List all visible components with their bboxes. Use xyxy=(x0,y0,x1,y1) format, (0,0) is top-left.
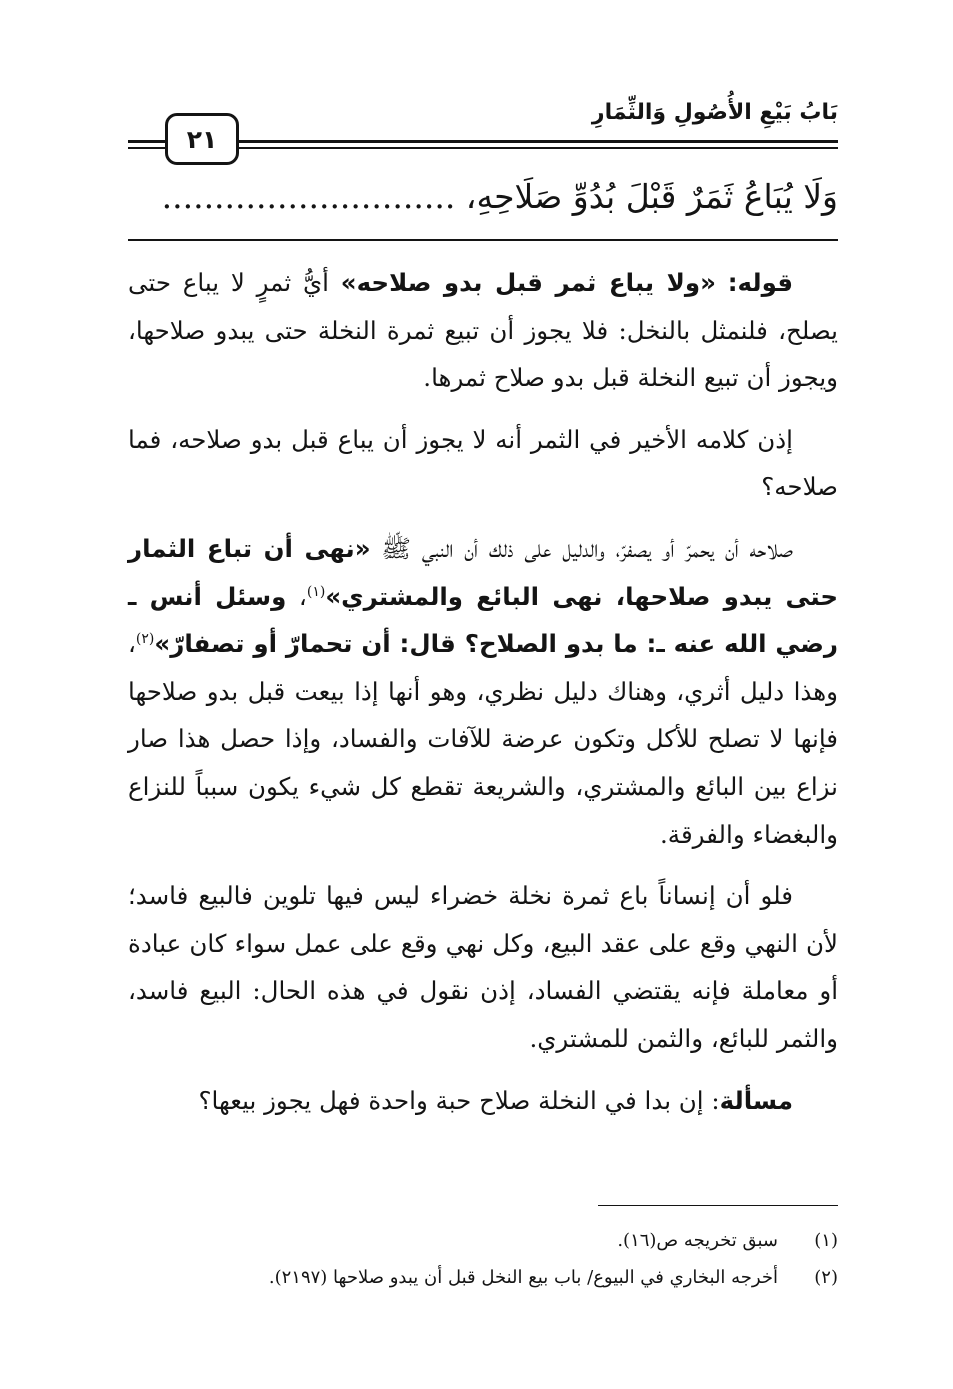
paragraph-text: فلو أن إنساناً باع ثمرة نخلة خضراء ليس فيها تلوين فالبيع فاسد؛ لأن النهي وقع على عقد البيع، وكل نهي وقع على عمل سواء كان عبادة أو معاملة فإنه يقتضي الفساد، إذن نقول في هذه الحال: البيع فاسد، والثمر للبائع، والثمن للمشتري. xyxy=(128,881,838,1053)
paragraph-text: : إن بدا في النخلة صلاح حبة واحدة فهل يجوز بيعها؟ xyxy=(198,1085,720,1115)
footnote-2 xyxy=(128,1259,838,1296)
quoted-matn: «ولا يباع ثمر قبل بدو صلاحه» xyxy=(340,268,716,297)
paragraph-label: قوله: xyxy=(727,268,793,297)
running-head: بَابُ بَيْعِ الأُصُولِ وَالثِّمَارِ xyxy=(591,100,838,125)
footnotes xyxy=(128,1222,838,1296)
paragraph-text: صلاحه أن يحمرّ أو يصفرّ، والدليل على ذلك أن النبي ﷺ xyxy=(370,533,793,563)
paragraph-4 xyxy=(128,872,838,1062)
matn-divider xyxy=(128,239,838,241)
footnote-ref-2: (٢) xyxy=(135,631,155,647)
page-number: ٢١ xyxy=(186,124,218,154)
paragraph-1 xyxy=(128,259,838,402)
header-rule-left-bottom xyxy=(128,147,168,149)
paragraph-text: إذن كلامه الأخير في الثمر أنه لا يجوز أن يباع قبل بدو صلاحه، فما صلاحه؟ xyxy=(128,424,838,502)
header-rule-right-top xyxy=(228,140,838,143)
footnote-ref-1: (١) xyxy=(306,583,326,600)
hadith-quote: «نهى أن تباع الثمار حتى يبدو صلاحها، نهى البائع والمشتري» xyxy=(128,533,838,611)
footnote-number: (٢) xyxy=(814,1267,838,1288)
paragraph-5 xyxy=(128,1077,838,1125)
paragraph-text: ، وهذا دليل أثري، وهناك دليل نظري، وهو أنها إذا بيعت قبل بدو صلاحها فإنها لا تصلح للأكل وتكون عرضة للآفات والفساد، وإذا حصل هذا صار نزاع بين البائع والمشتري، والشريعة تقطع كل شيء يكون سبباً للنزاع والبغضاء والفرقة. xyxy=(128,629,838,849)
matn-line: وَلَا يُبَاعُ ثَمَرٌ قَبْلَ بُدُوِّ صَلَاحِهِ، ............................ xyxy=(161,177,838,216)
paragraph-text: أيُّ ثمرٍ لا يباع حتى يصلح، فلنمثل بالنخل: فلا يجوز أن تبيع ثمرة النخلة حتى يبدو صلاحها، ويجوز أن تبيع النخلة قبل بدو صلاح ثمرها. xyxy=(128,268,838,393)
footnote-number: (١) xyxy=(814,1230,838,1251)
paragraph-text: ، xyxy=(286,581,307,611)
commentary-body xyxy=(128,259,838,1138)
hadith-quote: وسئل أنس ـ رضي الله عنه ـ: ما بدو الصلاح؟ قال: أن تحمارّ أو تصفارّ» xyxy=(128,581,838,659)
footnote-divider xyxy=(598,1205,838,1206)
footnote-text: سبق تخريجه ص(١٦). xyxy=(617,1230,778,1251)
paragraph-2 xyxy=(128,416,838,511)
issue-label: مسألة xyxy=(719,1085,793,1115)
header-rule-left-top xyxy=(128,140,168,143)
paragraph-3 xyxy=(128,525,838,858)
footnote-1 xyxy=(128,1222,838,1259)
page-number-box xyxy=(165,113,239,165)
footnote-text: أخرجه البخاري في البيوع/ باب بيع النخل قبل أن يبدو صلاحها (٢١٩٧). xyxy=(268,1267,778,1288)
header-rule-right-bottom xyxy=(228,147,838,149)
